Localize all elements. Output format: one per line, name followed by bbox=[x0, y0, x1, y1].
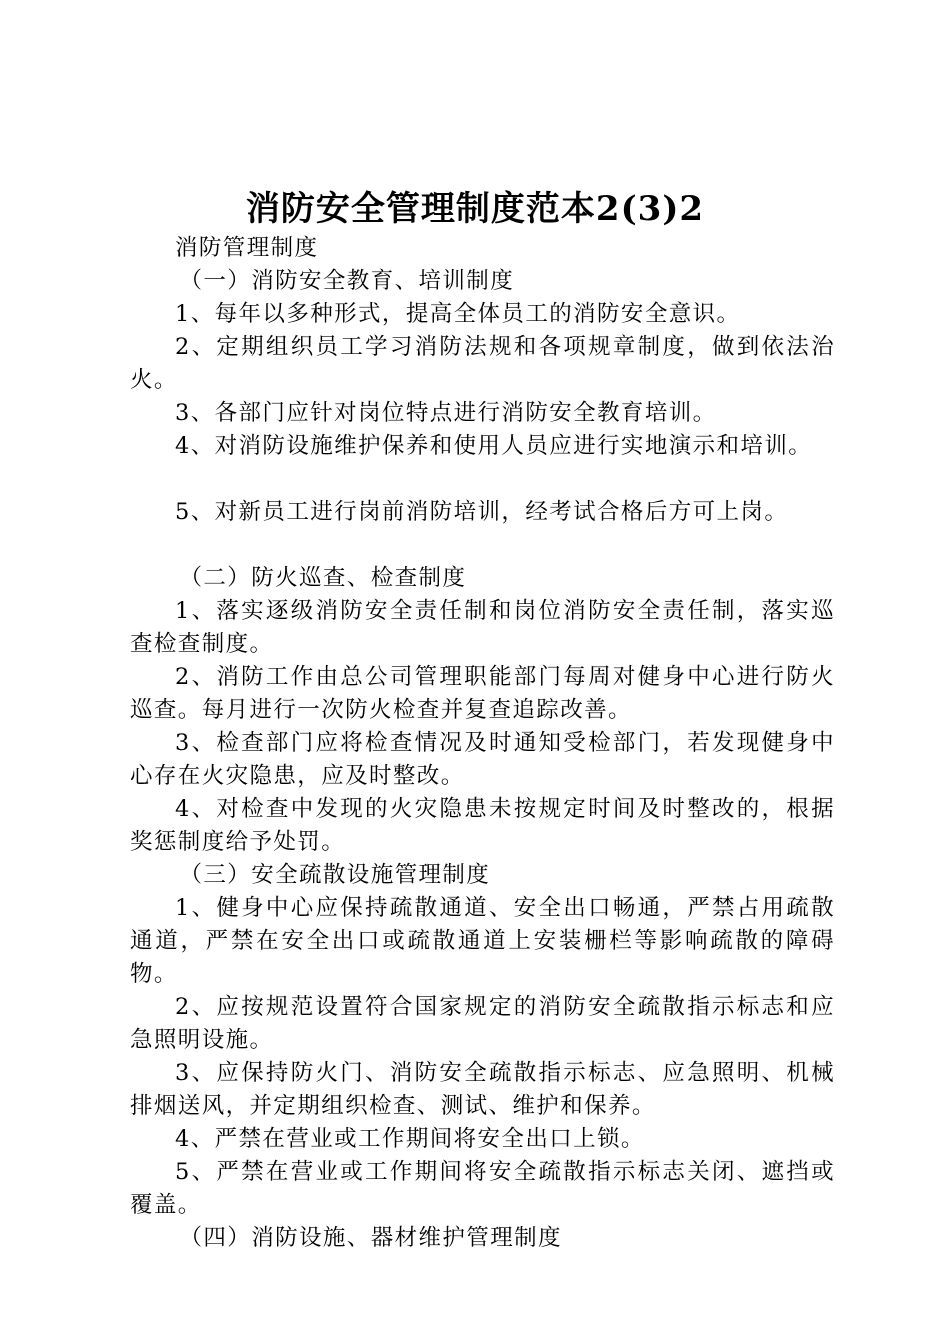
paragraph: 2、消防工作由总公司管理职能部门每周对健身中心进行防火巡查。每月进行一次防火检查并复查追踪改善。 bbox=[130, 664, 835, 723]
paragraph: 3、应保持防火门、消防安全疏散指示标志、应急照明、机械排烟送风，并定期组织检查、测试、维护和保养。 bbox=[130, 1060, 835, 1119]
paragraph: 1、健身中心应保持疏散通道、安全出口畅通，严禁占用疏散通道，严禁在安全出口或疏散通道上安装栅栏等影响疏散的障碍物。 bbox=[130, 895, 835, 987]
subsection-heading: （二）防火巡查、检查制度 bbox=[179, 565, 467, 591]
paragraph: 3、各部门应针对岗位特点进行消防安全教育培训。 bbox=[175, 400, 717, 426]
paragraph: 4、严禁在营业或工作期间将安全出口上锁。 bbox=[175, 1126, 645, 1152]
paragraph: 2、定期组织员工学习消防法规和各项规章制度，做到依法治火。 bbox=[130, 334, 835, 393]
subsection-heading: （三）安全疏散设施管理制度 bbox=[179, 862, 491, 888]
subsection-heading: （一）消防安全教育、培训制度 bbox=[179, 268, 515, 294]
paragraph: 4、对消防设施维护保养和使用人员应进行实地演示和培训。 bbox=[175, 433, 813, 459]
subsection-heading: （四）消防设施、器材维护管理制度 bbox=[179, 1225, 562, 1251]
blank-line bbox=[130, 529, 835, 562]
paragraph: 1、落实逐级消防安全责任制和岗位消防安全责任制，落实巡查检查制度。 bbox=[130, 598, 835, 657]
paragraph: 5、对新员工进行岗前消防培训，经考试合格后方可上岗。 bbox=[175, 499, 789, 525]
paragraph: 5、严禁在营业或工作期间将安全疏散指示标志关闭、遮挡或覆盖。 bbox=[130, 1159, 835, 1218]
paragraph: 2、应按规范设置符合国家规定的消防安全疏散指示标志和应急照明设施。 bbox=[130, 994, 835, 1053]
blank-line bbox=[130, 463, 835, 496]
paragraph: 1、每年以多种形式，提高全体员工的消防安全意识。 bbox=[175, 301, 741, 327]
paragraph: 4、对检查中发现的火灾隐患未按规定时间及时整改的，根据奖惩制度给予处罚。 bbox=[130, 796, 835, 855]
document-body bbox=[130, 232, 835, 1255]
paragraph: 3、检查部门应将检查情况及时通知受检部门，若发现健身中心存在火灾隐患，应及时整改。 bbox=[130, 730, 835, 789]
document-title: 消防安全管理制度范本2(3)2 bbox=[245, 189, 705, 229]
section-heading: 消防管理制度 bbox=[175, 235, 319, 261]
